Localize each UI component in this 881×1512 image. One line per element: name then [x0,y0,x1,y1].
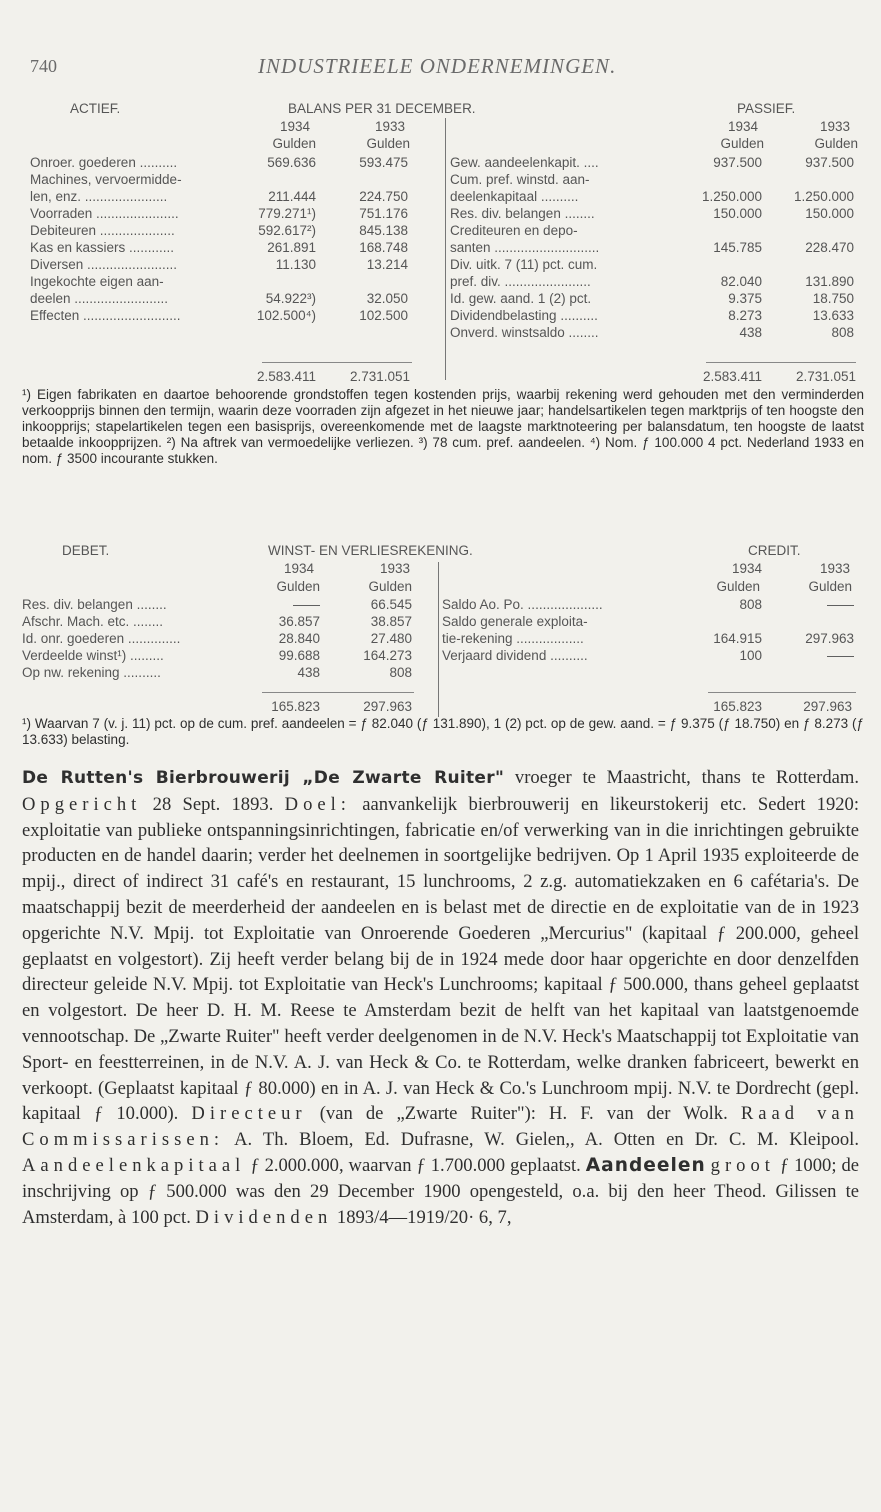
unit-header [22,578,860,595]
text-run: ƒ 1000; de inschrijving op ƒ 500.000 was den 29 December 1900 opengesteld, o.a. bij den heer Theod. Gilissen te Amsterdam, à 100 pct. [22,1154,859,1228]
value-1933: 228.470 [805,240,854,255]
value-1933: 937.500 [805,155,854,170]
balance-title: BALANS PER 31 DECEMBER. [288,101,476,116]
value-1933: 38.857 [370,614,412,629]
value-1933: 150.000 [805,206,854,221]
value-1934: 54.922³) [265,291,316,306]
row-label: Verdeelde winst¹) ......... [22,648,164,663]
unit: Gulden [716,579,760,594]
keyword-dividenden: Dividenden [195,1206,333,1228]
totals-row [30,368,860,385]
value-1934: 8.273 [728,308,762,323]
value-1934: —— [293,597,320,612]
credit-heading: CREDIT. [748,543,801,558]
row-label: Diversen ........................ [30,257,178,272]
profit-loss-account [22,542,860,722]
text-run: 1893/4—1919/20· 6, 7, [332,1206,512,1228]
row-label: Id. onr. goederen .............. [22,631,181,646]
total-rule [706,362,856,363]
unit: Gulden [720,136,764,151]
value-1934: 36.857 [278,614,320,629]
row-label: Res. div. belangen ........ [450,206,595,221]
keyword-directeur: Directeur [191,1103,307,1125]
text-run: 28 Sept. 1893. [141,793,285,815]
total-rule [262,362,412,363]
unit: Gulden [272,136,316,151]
running-title: INDUSTRIEELE ONDERNEMINGEN. [258,54,617,78]
unit: Gulden [814,136,858,151]
pl-footnote: ¹) Waarvan 7 (v. j. 11) pct. op de cum. pref. aandeelen = ƒ 82.040 (ƒ 131.890), 1 (2) pct. op de gew. aand. = ƒ 9.375 (ƒ 18.750) en ƒ 8.273 (ƒ 13.633) belasting. [22,716,864,747]
row-label: tie-rekening .................. [442,631,584,646]
value-1933: 808 [831,325,854,340]
value-1933: 13.214 [366,257,408,272]
text-run: vroeger te Maastricht, thans te Rotterdam. [504,767,859,788]
column-divider [445,118,446,380]
value-1933: 297.963 [805,631,854,646]
value-1934: 808 [739,597,762,612]
text-run: aanvankelijk bierbrouwerij en likeurstokerij etc. Sedert 1920: exploitatie van publieke ontspanningsinrichtingen, fabricatie en/of verwerking van in die inrichtingen gebruikte producten en de handel daarin; verder het deelnemen in soortgelijke bedrijven. Op 1 April 1935 exploiteerde de mpij., direct of indirect 31 café's en restaurant, 15 lunchrooms, 2 z.g. automatiekzaken en 6 cafétaria's. De maatschappij bezit de meerderheid der aandeelen en is belast met de directie en de exploitatie van de in 1923 opgerichte N.V. Mpij. tot Exploitatie van Onroerende Goederen „Mercurius" (kapitaal ƒ 200.000, geheel geplaatst en volgestort). Zij heeft verder belang bij de in 1924 mede door haar opgerichte en door denzelfden directeur geleide N.V. Mpij. tot Exploitatie van Heck's Lunchrooms; kapitaal ƒ 500.000, thans geheel geplaatst en volgestort. De heer D. H. M. Reese te Amsterdam bezit de helft van het kapitaal van laatstgenoemde vennootschap. De „Zwarte Ruiter" heeft verder deelgenomen in de N.V. Heck's Maatschappij tot Exploitatie van Sport- en feestterreinen, in de N.V. A. J. van Heck & Co. te Rotterdam, welke dranken fabriceert, bewerkt en verkoopt. (Geplaatst kapitaal ƒ 80.000) en in A. J. van Heck & Co.'s Lunchroom mpij. N.V. te Dordrecht (gepl. kapitaal ƒ 10.000). [22,793,860,1125]
value-1934: 569.636 [267,155,316,170]
keyword-raad-van-commissarissen: Raad van Commissarissen: [22,1103,859,1151]
balance-sheet [30,100,860,390]
value-1934: 9.375 [728,291,762,306]
row-label: santen ............................ [450,240,600,255]
total-assets-1933: 2.731.051 [349,369,410,384]
total-assets-1934: 2.583.411 [256,369,316,384]
row-label: Saldo generale exploita- [442,614,588,629]
row-label: Cum. pref. winstd. aan- [450,172,590,187]
pl-title: WINST- EN VERLIESREKENING. [268,543,473,558]
value-1933: 593.475 [359,155,408,170]
value-1933: 224.750 [359,189,408,204]
keyword-groot: groot [710,1154,775,1176]
row-label: Onverd. winstsaldo ........ [450,325,599,340]
keyword-opgericht: Opgericht [22,793,142,815]
text-run: A. Th. Bloem, Ed. Dufrasne, W. Gielen,, A. Otten en Dr. C. M. Kleipool. [224,1129,859,1151]
row-label: Voorraden ...................... [30,206,179,221]
value-1934: 211.444 [268,189,316,204]
row-label: Onroer. goederen .......... [30,155,178,170]
value-1934: 11.130 [275,257,316,272]
year-1933: 1933 [819,561,850,576]
value-1934: 100 [739,648,762,663]
row-label: Verjaard dividend .......... [442,648,588,663]
value-1933: 66.545 [370,597,412,612]
row-label: pref. div. ....................... [450,274,591,289]
row-label: Kas en kassiers ............ [30,240,175,255]
value-1934: 438 [297,665,320,680]
totals-row [22,698,860,715]
value-1933: 32.050 [366,291,408,306]
keyword-aandeelenkapitaal: Aandeelenkapitaal [22,1154,246,1176]
value-1934: 779.271¹) [258,206,316,221]
total-liabilities-1934: 2.583.411 [702,369,762,384]
row-label: Op nw. rekening .......... [22,665,161,680]
row-label: Effecten .......................... [30,308,181,323]
value-1934: 937.500 [713,155,762,170]
row-label: deelen ......................... [30,291,169,306]
year-1933: 1933 [374,119,405,134]
value-1933: 845.138 [359,223,408,238]
company-description [22,765,859,1230]
value-1934: 99.688 [278,648,320,663]
year-1933: 1933 [819,119,850,134]
page-number: 740 [30,56,57,76]
value-1934: 438 [739,325,762,340]
value-1933: 27.480 [370,631,412,646]
value-1934: 82.040 [720,274,762,289]
value-1934: 150.000 [713,206,762,221]
unit: Gulden [368,579,412,594]
keyword-doel: Doel: [284,793,351,815]
value-1933: 18.750 [812,291,854,306]
value-1934: 1.250.000 [701,189,762,204]
value-1933: 751.176 [359,206,408,221]
row-label: Div. uitk. 7 (11) pct. cum. [450,257,598,272]
row-label: Id. gew. aand. 1 (2) pct. [450,291,592,306]
value-1933: 164.273 [363,648,412,663]
total-rule [708,692,856,693]
row-label: Res. div. belangen ........ [22,597,167,612]
value-1933: —— [827,597,854,612]
value-1933: 13.633 [812,308,854,323]
row-label: len, enz. ...................... [30,189,168,204]
keyword-aandeelen: Aandeelen [585,1154,706,1176]
total-rule [262,692,414,693]
total-credit-1934: 165.823 [713,699,762,714]
total-debit-1934: 165.823 [271,699,320,714]
row-label: deelenkapitaal .......... [450,189,579,204]
year-1934: 1934 [283,561,314,576]
row-label: Saldo Ao. Po. .................... [442,597,603,612]
year-1934: 1934 [279,119,310,134]
column-divider [438,562,439,717]
value-1933: 102.500 [359,308,408,323]
unit: Gulden [808,579,852,594]
value-1934: 592.617²) [258,223,316,238]
running-header [30,50,851,80]
value-1934: 164.915 [713,631,762,646]
text-run: ƒ 2.000.000, waarvan ƒ 1.700.000 geplaatst. [245,1154,586,1176]
value-1933: 131.890 [805,274,854,289]
row-label: Crediteuren en depo- [450,223,578,238]
unit: Gulden [276,579,320,594]
total-debit-1933: 297.963 [363,699,412,714]
row-label: Gew. aandeelenkapit. .... [450,155,599,170]
balance-footnote: ¹) Eigen fabrikaten en daartoe behoorende grondstoffen tegen kostenden prijs, waarbij rekening werd gehouden met den verminderden verkoopprijs binnen den termijn, waarin deze voorraden zijn afgezet in het nieuwe jaar; handelsartikelen tegen marktprijs of ten hoogste den inkoopprijs; stapelartikelen tegen een basisprijs, overeenkomende met de laagste marktnoteering per balansdatum, ten hoogste de laatst betaalde inkoopprijzen. ²) Na aftrek van vermoedelijke verliezen. ³) 78 cum. pref. aandeelen. ⁴) Nom. ƒ 100.000 4 pct. Nederland 1933 en nom. ƒ 3500 incourante stukken. [22,387,864,466]
value-1934: 261.891 [267,240,316,255]
value-1934: 28.840 [278,631,320,646]
year-1933: 1933 [379,561,410,576]
company-name: De Rutten's Bierbrouwerij „De Zwarte Ruiter" [22,768,505,788]
text-run: (van de „Zwarte Ruiter"): H. F. van der Wolk. [306,1103,741,1125]
row-label: Ingekochte eigen aan- [30,274,164,289]
actief-heading: ACTIEF. [70,101,121,116]
year-header [22,560,860,577]
passief-heading: PASSIEF. [737,101,796,116]
value-1934: 145.785 [713,240,762,255]
value-1934: 102.500⁴) [256,308,316,323]
row-label: Machines, vervoermidde- [30,172,182,187]
year-1934: 1934 [727,119,758,134]
value-1933: —— [827,648,854,663]
value-1933: 168.748 [359,240,408,255]
total-liabilities-1933: 2.731.051 [795,369,856,384]
total-credit-1933: 297.963 [803,699,852,714]
row-label: Dividendbelasting .......... [450,308,598,323]
unit: Gulden [366,136,410,151]
row-label: Debiteuren .................... [30,223,175,238]
debet-heading: DEBET. [62,543,110,558]
year-1934: 1934 [731,561,762,576]
value-1933: 1.250.000 [793,189,854,204]
value-1933: 808 [389,665,412,680]
row-label: Afschr. Mach. etc. ........ [22,614,164,629]
